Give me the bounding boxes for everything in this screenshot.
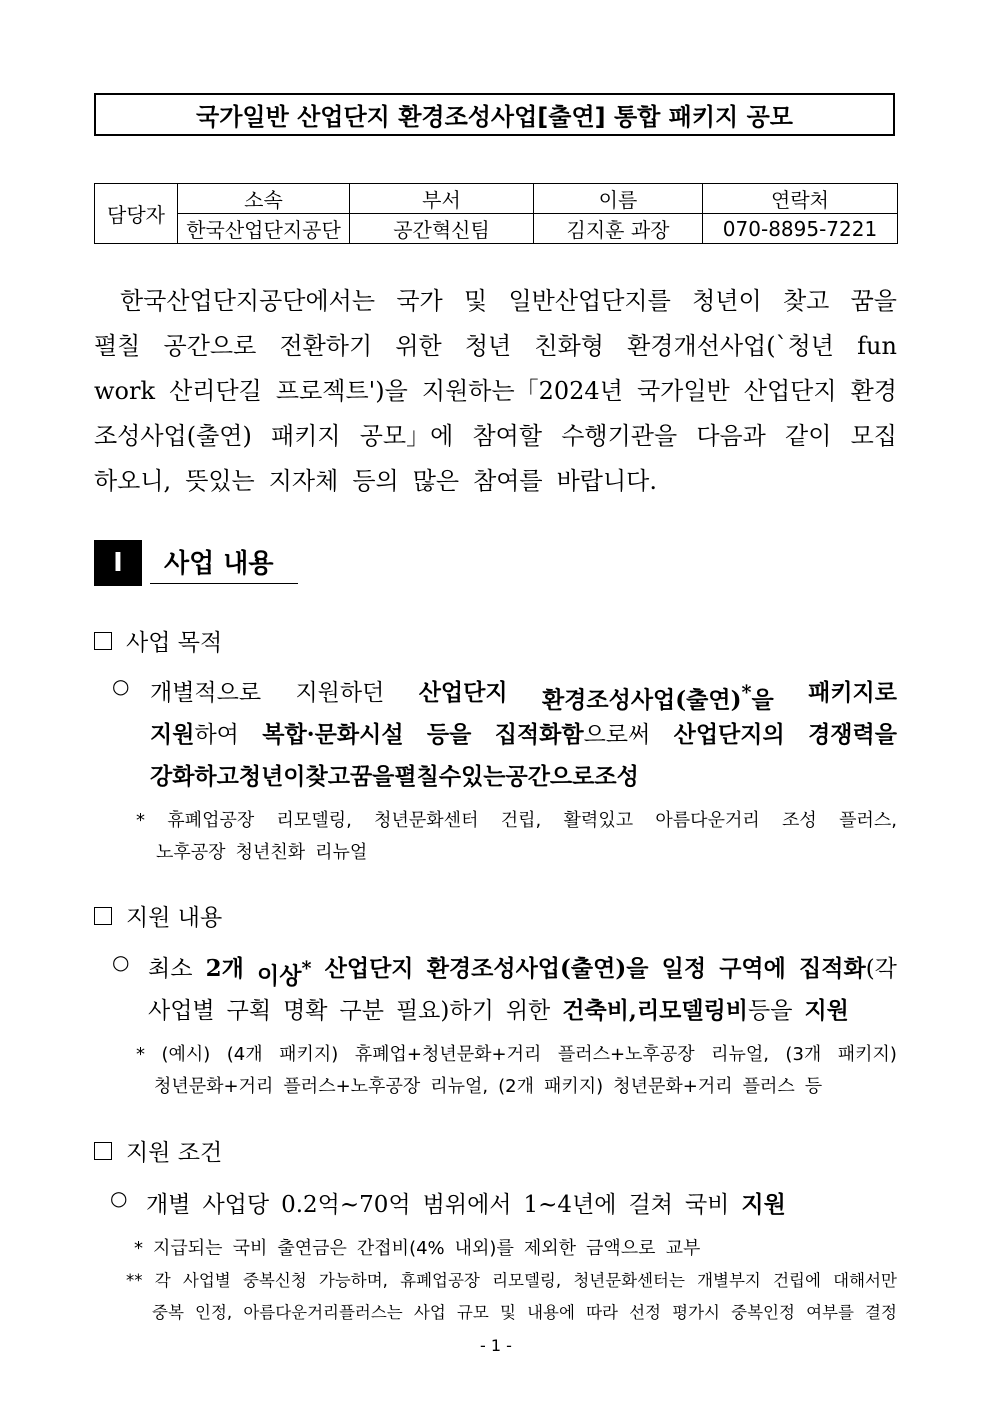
contact-header-name: 이름	[534, 184, 703, 214]
word: 환경개선사업(`청년	[627, 332, 834, 360]
text-run: 최소	[148, 956, 193, 982]
text-run: 수	[438, 763, 462, 790]
subsection-heading-support	[94, 899, 222, 932]
text-run: 집적화함으로써	[494, 721, 651, 748]
word: 위한	[395, 332, 442, 360]
word: 한국산업단지공단에서는	[120, 287, 376, 315]
word: 청년	[464, 332, 512, 360]
square-bullet-icon	[94, 632, 112, 650]
word: 친화형	[534, 332, 604, 360]
word: 청년문화센터는	[573, 1271, 685, 1290]
bullet-line	[148, 992, 897, 1034]
word: 플러스	[742, 1076, 795, 1097]
text-run: 공간으로	[505, 763, 595, 790]
text-run: 개별적으로	[150, 680, 262, 706]
word: 산리단길	[169, 377, 262, 405]
word: 참여를	[473, 467, 543, 495]
conditions-bullet	[110, 1186, 897, 1228]
contact-label: 담당자	[95, 184, 178, 244]
word: 활력있고	[563, 810, 634, 831]
word: 많은	[412, 467, 460, 495]
circle-bullet-icon: ○	[110, 1186, 128, 1210]
word: 규모	[456, 1303, 489, 1322]
contact-header-phone: 연락처	[703, 184, 898, 214]
text-run: 이상*	[257, 957, 312, 990]
subsection-heading-text: 지원 조건	[126, 1140, 223, 1166]
word: 건립에	[773, 1271, 821, 1290]
text-run: 1~4년에	[523, 1192, 617, 1218]
text-run: 0.2억~70억	[281, 1192, 411, 1218]
word: 교부	[665, 1238, 701, 1259]
intro-line	[94, 464, 897, 509]
word: 청년문화+거리	[613, 1076, 733, 1097]
text-run: 지원하던	[295, 680, 385, 706]
document-title: 국가일반 산업단지 환경조성사업[출연] 통합 패키지 공모	[196, 103, 793, 131]
purpose-bullet	[112, 674, 897, 800]
word: 금액으로	[586, 1238, 656, 1259]
text-run: 구분	[339, 998, 384, 1024]
bullet-line	[146, 1186, 897, 1228]
word: 청년문화+거리	[154, 1076, 274, 1097]
text-run: 지원하여	[150, 721, 239, 748]
word: 가능하며,	[318, 1271, 388, 1290]
word: 따라	[586, 1303, 618, 1322]
word: 찾고	[782, 287, 830, 315]
word: *	[136, 810, 145, 831]
word: 대해서만	[833, 1271, 897, 1290]
word: 플러스+노후공장	[557, 1044, 695, 1065]
word: 휴폐업공장	[167, 810, 255, 831]
word: 중복인정	[731, 1303, 795, 1322]
contact-header-department: 부서	[350, 184, 534, 214]
word: (예시)	[161, 1044, 211, 1065]
text-run: 개별	[146, 1192, 191, 1218]
word: 사업	[413, 1303, 446, 1322]
word: 국가	[396, 287, 443, 315]
word: 리모델링,	[492, 1271, 562, 1290]
word: 내용에	[527, 1303, 575, 1322]
page-number: - 1 -	[480, 1336, 512, 1355]
text-run: 건축비,	[562, 997, 637, 1024]
word: 공간으로	[163, 332, 257, 360]
subsection-heading-text: 지원 내용	[126, 905, 223, 931]
text-run: 구획	[226, 998, 272, 1024]
word: (4개	[226, 1044, 263, 1065]
word: 개별부지	[697, 1271, 761, 1290]
word: 국비	[232, 1238, 268, 1259]
word: 패키지)	[279, 1044, 339, 1065]
word: 플러스,	[839, 810, 897, 831]
square-bullet-icon	[94, 1142, 112, 1160]
word: fun	[857, 332, 897, 360]
word: 일반산업단지를	[508, 287, 671, 315]
bullet-line	[150, 758, 897, 800]
note-line	[126, 1266, 897, 1298]
text-run: 일정	[661, 955, 707, 982]
word: 청년친화	[235, 842, 306, 863]
text-run: 조성	[594, 763, 639, 790]
text-run: 지원	[804, 997, 849, 1024]
word: 지급되는	[153, 1238, 223, 1259]
word: 건립,	[500, 810, 542, 831]
word: 인정,	[195, 1303, 233, 1322]
word: 노후공장	[156, 842, 226, 863]
text-run: 산업단지	[418, 679, 508, 706]
word: 지자체	[268, 467, 339, 495]
word: 중복	[152, 1303, 184, 1322]
word: 조성사업(출연)	[94, 422, 252, 450]
text-run: 등을	[426, 721, 472, 748]
text-run: 경쟁력을	[808, 721, 897, 748]
word: 수행기관을	[561, 422, 678, 450]
text-run: 등을	[748, 998, 793, 1024]
contact-header-affiliation: 소속	[178, 184, 350, 214]
word: 및	[464, 287, 488, 315]
text-run: 구역에	[719, 955, 786, 982]
note-line	[136, 806, 897, 838]
word: 및	[499, 1303, 516, 1322]
text-run: 리모델링비	[636, 997, 749, 1024]
text-run: 있는	[461, 763, 506, 790]
word: work	[94, 377, 156, 405]
word: 청년문화센터	[374, 810, 479, 831]
word: 여부를	[806, 1303, 854, 1322]
word: 사업별	[182, 1271, 231, 1290]
text-run: 산업단지의	[673, 721, 785, 748]
word: 꿈을	[850, 287, 897, 315]
word: (2개	[498, 1076, 534, 1097]
text-run: 복합·문화시설	[262, 721, 404, 748]
word: 펼칠	[94, 332, 141, 360]
section-title: 사업 내용	[150, 540, 298, 584]
text-run: 범위에서	[422, 1192, 512, 1218]
note-line	[136, 1040, 897, 1072]
text-run: 사업별	[148, 998, 215, 1024]
word: 국가일반	[636, 377, 730, 405]
subsection-heading-text: 사업 목적	[126, 630, 223, 656]
word: 환경	[850, 377, 897, 405]
word: 각	[154, 1271, 171, 1290]
text-run: 집적화(각	[799, 955, 897, 982]
word: 패키지)	[544, 1076, 604, 1097]
circle-bullet-icon: ○	[112, 950, 130, 974]
word: 청년이	[692, 287, 762, 315]
bullet-line	[150, 674, 897, 716]
word: 휴폐업공장	[400, 1271, 480, 1290]
document-title-box	[94, 93, 895, 136]
text-run: 환경조성사업(출연)을	[426, 955, 649, 982]
text-run: 필요)하기	[395, 998, 494, 1024]
square-bullet-icon	[94, 907, 112, 925]
support-note	[136, 1040, 897, 1104]
word: 공모」에	[359, 422, 454, 450]
intro-line	[94, 329, 897, 374]
text-run: 펼칠	[394, 763, 439, 790]
word: 중복신청	[242, 1271, 307, 1290]
word: 선정	[629, 1303, 661, 1322]
bullet-line	[148, 950, 897, 992]
word: 리모델링,	[276, 810, 352, 831]
word: 내외)를	[454, 1238, 514, 1259]
note-line	[134, 1298, 897, 1330]
intro-line	[94, 374, 897, 419]
circle-bullet-icon: ○	[112, 674, 130, 698]
word: 바랍니다.	[556, 467, 657, 495]
word: 뜻있는	[185, 467, 255, 495]
word: *	[134, 1238, 143, 1259]
word: 지원하는「2024년	[421, 377, 623, 405]
word: 프로젝트')을	[275, 377, 408, 405]
word: 모집	[850, 422, 897, 450]
word: 조성	[782, 810, 817, 831]
contact-table	[94, 183, 898, 244]
word: (3개	[785, 1044, 822, 1065]
intro-line	[94, 419, 897, 464]
subsection-heading-conditions	[94, 1134, 222, 1167]
note-line	[136, 1072, 897, 1104]
text-run: 지원	[741, 1191, 786, 1218]
word: 패키지)	[837, 1044, 897, 1065]
section-number: I	[94, 540, 142, 586]
note-line	[136, 838, 897, 870]
word: 플러스+노후공장	[283, 1076, 421, 1097]
word: 평가시	[672, 1303, 720, 1322]
word: 산업단지	[743, 377, 837, 405]
text-run: 국비	[684, 1192, 730, 1218]
text-run: 청년이	[238, 763, 306, 790]
word: 아름다운거리	[655, 810, 760, 831]
text-run: 걸쳐	[628, 1192, 673, 1218]
text-run: 위한	[505, 998, 551, 1024]
text-run: 사업당	[202, 1192, 270, 1218]
intro-paragraph	[94, 284, 897, 509]
intro-line	[94, 284, 897, 329]
word: 같이	[785, 422, 832, 450]
text-run: 꿈을	[349, 763, 395, 790]
word: *	[136, 1044, 145, 1065]
purpose-note	[136, 806, 897, 870]
note-line	[134, 1234, 897, 1266]
word: 다음과	[696, 422, 766, 450]
word: 등의	[352, 467, 399, 495]
contact-affiliation: 한국산업단지공단	[178, 214, 350, 244]
word: 휴폐업+청년문화+거리	[354, 1044, 542, 1065]
bullet-line	[150, 716, 897, 758]
word: **	[126, 1271, 143, 1290]
text-run: 명확	[283, 998, 328, 1024]
word: 제외한	[523, 1238, 577, 1259]
support-bullet	[112, 950, 897, 1034]
text-run: 2개	[205, 955, 244, 982]
contact-name: 김지훈 과장	[534, 214, 703, 244]
word: 결정	[865, 1303, 897, 1322]
word: 리뉴얼	[315, 842, 368, 863]
word: 하오니,	[94, 467, 172, 495]
word: 전환하기	[279, 332, 373, 360]
text-run: 산업단지	[324, 955, 414, 982]
subsection-heading-purpose	[94, 624, 222, 657]
text-run: 찾고	[305, 763, 350, 790]
text-run: 환경조성사업(출연)*을	[541, 681, 774, 714]
contact-phone: 070-8895-7221	[703, 214, 898, 244]
word: 리뉴얼,	[430, 1076, 489, 1097]
word: 아름다운거리플러스는	[243, 1303, 403, 1322]
word: 출연금은	[277, 1238, 347, 1259]
word: 패키지	[271, 422, 341, 450]
conditions-note	[126, 1234, 897, 1330]
text-run: 패키지로	[808, 679, 897, 706]
word: 등	[804, 1076, 823, 1097]
word: 간접비(4%	[356, 1238, 445, 1259]
text-run: 강화하고	[150, 763, 239, 790]
word: 리뉴얼,	[711, 1044, 769, 1065]
word: 참여할	[472, 422, 543, 450]
contact-department: 공간혁신팀	[350, 214, 534, 244]
